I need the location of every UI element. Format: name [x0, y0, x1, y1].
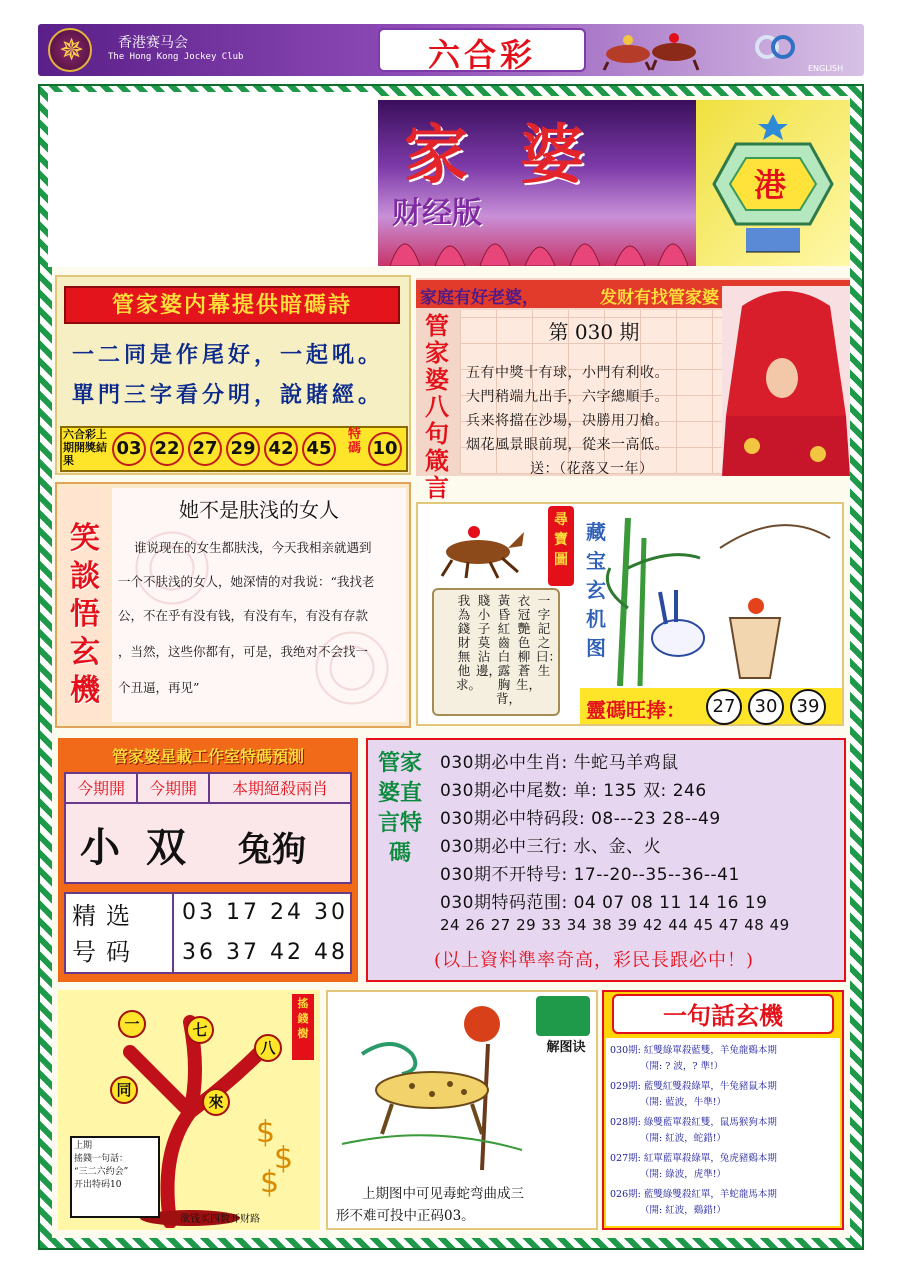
svg-text:$: $ [274, 1141, 294, 1176]
history-line: 030期: 紅雙綠單殺藍雙，羊兔龍鷄本期 [610, 1045, 777, 1056]
blank-panel [48, 92, 378, 267]
joke-title: 她不是肤浅的女人 [179, 498, 339, 522]
rabbit-bamboo-icon [580, 508, 842, 686]
poem-line: 大門稍端九出手，六字總順手。 [466, 389, 669, 405]
header-slogan-left: 家庭有好老婆， [420, 288, 539, 308]
joke-line: 个丑逼，再见” [118, 680, 200, 695]
scroll-column: 一字記之曰：生 [536, 593, 562, 678]
bride-image-icon [722, 286, 850, 476]
joke-line: 一个不肤浅的女人，她深情的对我说：“我找老 [118, 574, 375, 589]
straight-talk-line: 030期必中尾数: 单: 135 双: 246 [440, 781, 707, 801]
table-header: 今期開 [138, 774, 210, 804]
poem-title: 管家婆内幕提供暗碼詩 [111, 292, 352, 318]
prediction-title: 管家婆星載工作室特碼預測 [111, 747, 304, 766]
poem-line: 五有中獎十有球，小門有利收。 [466, 365, 669, 381]
horse-racing-icon [598, 28, 714, 72]
straight-talk-line: 030期必中三行: 水、金、火 [440, 837, 662, 857]
straight-talk-line: 030期特码范围: 04 07 08 11 14 16 19 [440, 893, 768, 913]
poem-line-2: 單門三字看分明，說賭經。 [72, 382, 385, 408]
straight-talk-line: 24 26 27 29 33 34 38 39 42 44 45 47 48 49 [440, 916, 790, 934]
history-result: （開: 紅波，蛇錯!） [640, 1133, 727, 1144]
scroll-column: 黃昏紅齒白露胸背， [496, 593, 522, 706]
history-result: （開: ? 波，? 準!） [640, 1061, 724, 1072]
racehorse-icon [428, 512, 528, 582]
tree-ball: 同 [110, 1076, 138, 1104]
lantern-character: 港 [754, 166, 787, 204]
joke-line: 公，不在乎有没有钱，有没有车，有没有存款 [118, 608, 369, 623]
poem-line-1: 一二同是作尾好，一起吼。 [72, 342, 385, 368]
selected-numbers-label: 精选号码 [72, 902, 140, 966]
header-slogan-right: 发财有找管家婆 [600, 288, 719, 308]
poem-gift-line: 送：（花落又一年） [530, 461, 654, 477]
prediction-size: 小 [80, 824, 120, 871]
prediction-excluded-zodiacs: 兔狗 [238, 830, 306, 870]
lotus-flowers-icon [380, 222, 694, 266]
poem-line: 兵来将擋在沙場，决勝用刀槍。 [466, 413, 669, 429]
tree-ball: 來 [202, 1088, 230, 1116]
treasure-vertical-title: 藏宝玄机图 [586, 520, 606, 660]
page-title: 六合彩 [427, 36, 536, 74]
history-result: （開: 藍波，牛準!） [640, 1097, 727, 1108]
lucky-number: 27 [706, 689, 742, 725]
english-link[interactable]: ENGLISH [808, 64, 844, 73]
svg-text:$: $ [260, 1165, 280, 1200]
lucky-number: 30 [748, 689, 784, 725]
scroll-column: 我為錢財無他求。 [456, 593, 482, 692]
special-label: 特碼 [348, 427, 362, 456]
straight-talk-line: 030期必中生肖: 牛蛇马羊鸡鼠 [440, 753, 679, 773]
svg-text:$: $ [256, 1115, 276, 1150]
table-header: 今期開 [66, 774, 138, 804]
org-name-en: The Hong Kong Jockey Club [108, 52, 244, 62]
org-name-cn: 香港赛马会 [118, 35, 188, 51]
straight-talk-vertical-title: 管家婆直言特碼 [377, 750, 422, 866]
puzzle-icon-label: 解图诀 [546, 1040, 586, 1055]
history-line: 027期: 紅單藍單殺綠單，兔虎豬鷄本期 [610, 1153, 777, 1164]
banner-title: 家婆 [404, 118, 636, 193]
scroll-column: 衣冠艷色柳蒼生， [516, 593, 542, 692]
selected-numbers-row: 03 17 24 30 [182, 900, 348, 925]
puzzle-hint-line: 上期图中可见毒蛇弯曲成三 [362, 1186, 524, 1202]
result-ball: 29 [226, 432, 260, 466]
treasure-tag-label: 尋寶圖 [554, 512, 568, 568]
prediction-parity: 双 [146, 824, 186, 871]
history-line: 028期: 綠雙藍單殺紅雙，鼠馬猴狗本期 [610, 1117, 777, 1128]
issue-number: 第 030 期 [548, 320, 640, 344]
joke-line: 谁说现在的女生都肤浅，今天我相亲就遇到 [134, 540, 372, 555]
tree-ball: 七 [186, 1016, 214, 1044]
jockey-club-logo-icon[interactable] [48, 28, 92, 72]
money-tree-tag-label: 搖錢樹 [297, 997, 309, 1040]
history-line: 029期: 藍雙紅雙殺綠單，牛兔豬鼠本期 [610, 1081, 777, 1092]
leopard-snake-icon [332, 994, 532, 1170]
tree-ball: 一 [118, 1010, 146, 1038]
last-period-notice-text: 上期 搖錢一句話： “三二六约会” 开出特码10 [74, 1141, 129, 1190]
rings-logo-icon[interactable] [752, 34, 798, 60]
result-ball: 22 [150, 432, 184, 466]
poem-line: 烟花風景眼前現，從来一高低。 [466, 437, 669, 453]
joke-line: ，当然，这些你都有，可是，我绝对不会找一 [118, 644, 369, 659]
last-draw-label: 六合彩上期開獎結果 [63, 428, 107, 467]
joke-vertical-title: 笑談悟玄機 [70, 521, 100, 708]
one-sentence-title: 一句話玄機 [663, 1001, 783, 1030]
straight-talk-line: 030期不开特号: 17--20--35--36--41 [440, 865, 740, 885]
result-ball: 27 [188, 432, 222, 466]
lucky-numbers-label: 靈碼旺捧： [586, 698, 686, 722]
scroll-column: 賤小子莫沾邊， [476, 593, 502, 678]
selected-numbers-row: 36 37 42 48 [182, 940, 348, 965]
book-icon [536, 996, 590, 1036]
banner-subtitle: 财经版 [392, 196, 482, 231]
history-result: （開: 綠波，虎準!） [640, 1169, 727, 1180]
divider [172, 894, 174, 972]
tree-ball: 八 [254, 1034, 282, 1062]
history-result: （開: 紅波，鷄錯!） [640, 1205, 727, 1216]
special-ball: 10 [368, 432, 402, 466]
eight-lines-vertical-title: 管家婆八句箴言 [425, 311, 449, 502]
history-line: 026期: 藍雙綠雙殺紅單，羊蛇龍馬本期 [610, 1189, 777, 1200]
puzzle-hint-line: 形不难可投中正码03。 [336, 1208, 475, 1224]
lucky-number: 39 [790, 689, 826, 725]
result-ball: 42 [264, 432, 298, 466]
money-tree-footer: 欲钱买四数开财路 [180, 1214, 260, 1225]
straight-talk-footer: (以上資料準率奇高，彩民長跟必中！) [434, 950, 755, 971]
straight-talk-line: 030期必中特码段: 08---23 28--49 [440, 809, 721, 829]
result-ball: 03 [112, 432, 146, 466]
table-header: 本期絕殺兩肖 [210, 774, 350, 804]
result-ball: 45 [302, 432, 336, 466]
